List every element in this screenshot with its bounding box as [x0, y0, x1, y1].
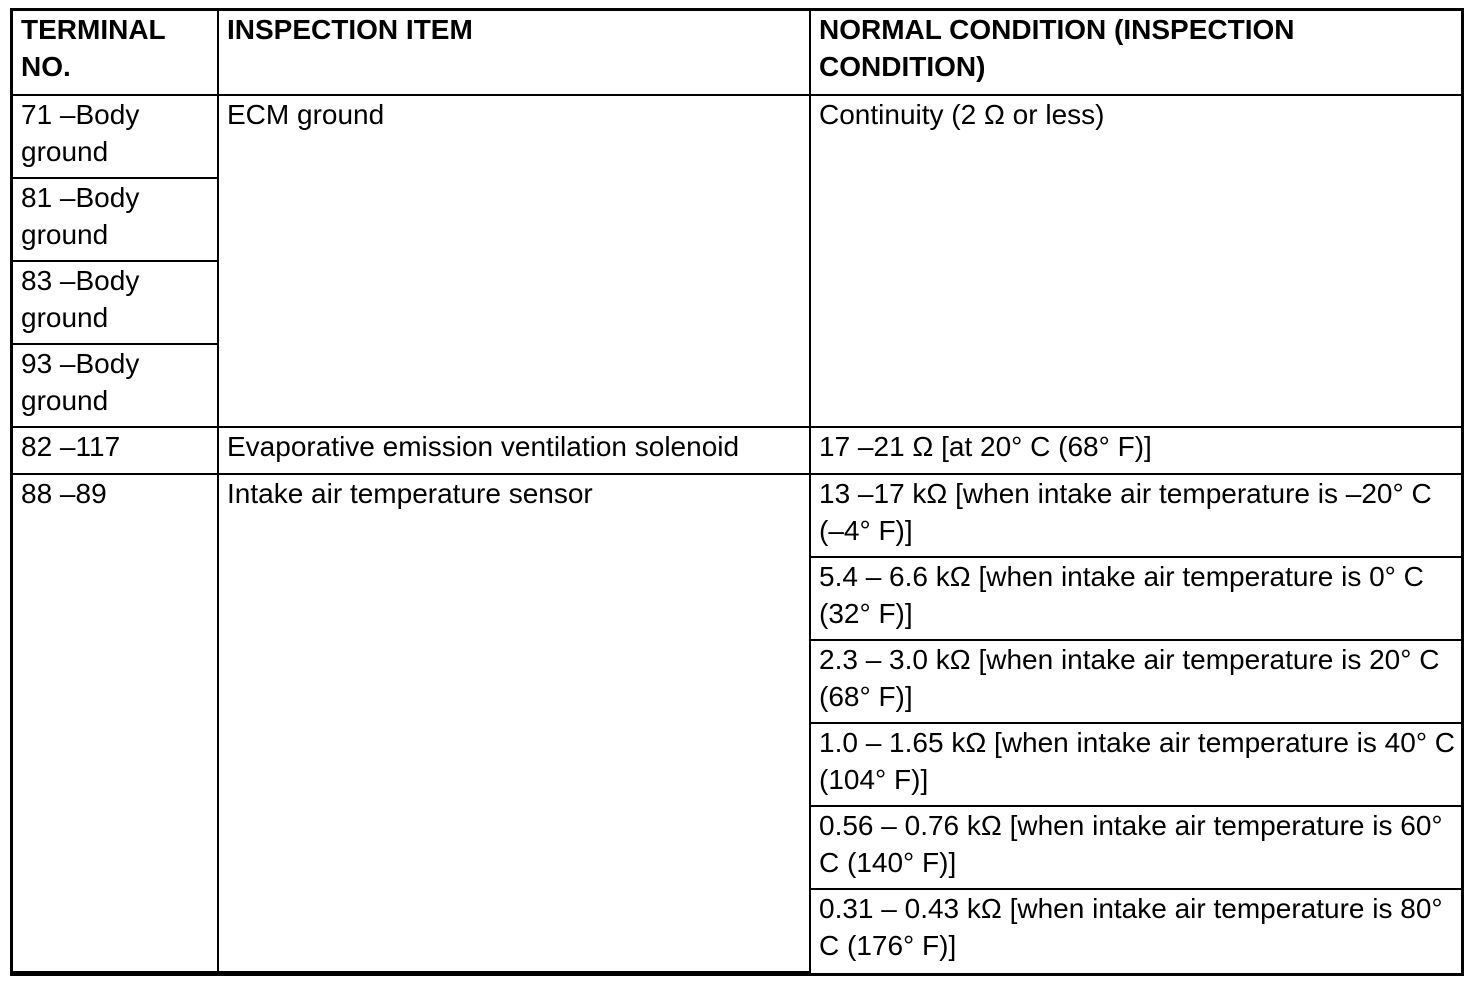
- condition-cell: 0.31 – 0.43 kΩ [when intake air temperature is 80° C (176° F)]: [810, 889, 1461, 972]
- terminal-cell: 88 –89: [13, 474, 218, 972]
- terminal-cell: 83 –Body ground: [13, 261, 218, 344]
- table-row: [13, 474, 1461, 557]
- header-terminal-no: TERMINAL NO.: [13, 11, 218, 95]
- inspection-item-cell: Evaporative emission ventilation solenoid: [218, 427, 810, 474]
- condition-cell: Continuity (2 Ω or less): [810, 95, 1461, 427]
- header-inspection-item: INSPECTION ITEM: [218, 11, 810, 95]
- table-row: [13, 427, 1461, 474]
- terminal-cell: 81 –Body ground: [13, 178, 218, 261]
- terminal-cell: 71 –Body ground: [13, 95, 218, 178]
- table-row: [13, 95, 1461, 178]
- condition-cell: 5.4 – 6.6 kΩ [when intake air temperature is 0° C (32° F)]: [810, 557, 1461, 640]
- condition-cell: 1.0 – 1.65 kΩ [when intake air temperature is 40° C (104° F)]: [810, 723, 1461, 806]
- header-normal-condition: NORMAL CONDITION (INSPECTION CONDITION): [810, 11, 1461, 95]
- condition-cell: 2.3 – 3.0 kΩ [when intake air temperature is 20° C (68° F)]: [810, 640, 1461, 723]
- condition-cell: 0.56 – 0.76 kΩ [when intake air temperature is 60° C (140° F)]: [810, 806, 1461, 889]
- inspection-item-cell: Intake air temperature sensor: [218, 474, 810, 972]
- table-header-row: [13, 11, 1461, 95]
- terminal-cell: 82 –117: [13, 427, 218, 474]
- terminal-cell: 93 –Body ground: [13, 344, 218, 427]
- inspection-table-frame: [10, 8, 1464, 976]
- inspection-table: [13, 11, 1461, 973]
- inspection-item-cell: ECM ground: [218, 95, 810, 427]
- condition-cell: 13 –17 kΩ [when intake air temperature is –20° C (–4° F)]: [810, 474, 1461, 557]
- condition-cell: 17 –21 Ω [at 20° C (68° F)]: [810, 427, 1461, 474]
